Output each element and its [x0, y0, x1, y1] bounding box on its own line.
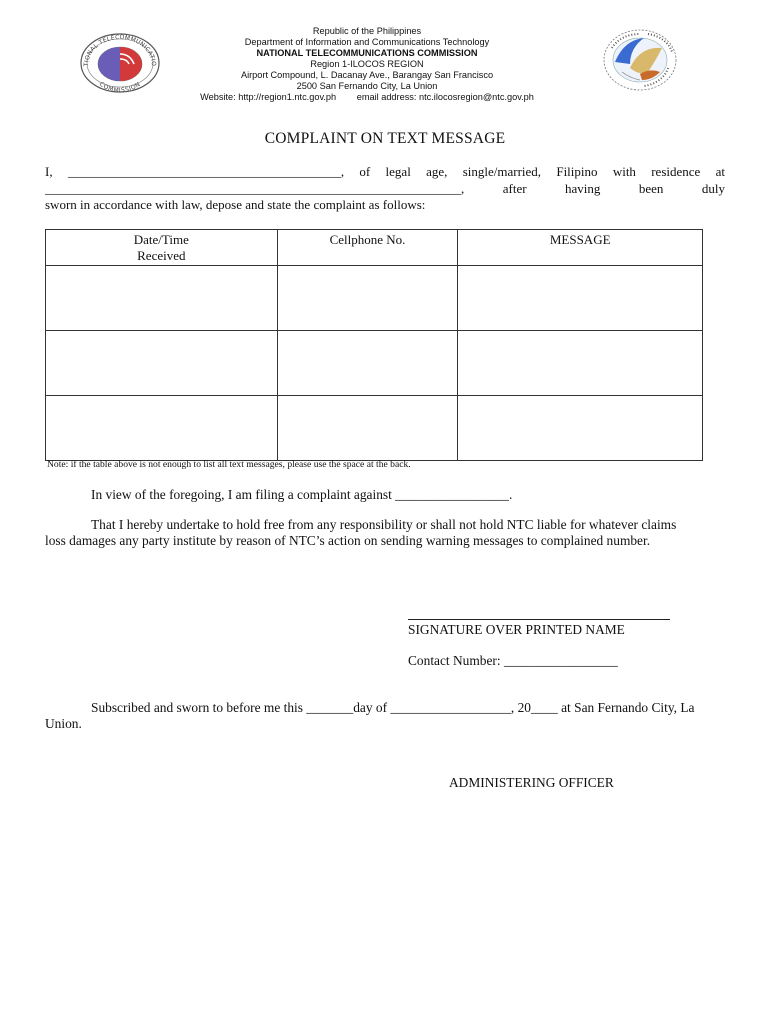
column-header-date-time: Date/Time Received	[46, 230, 278, 266]
table-cell-date-time	[46, 266, 278, 331]
table-cell-date-time	[46, 331, 278, 396]
table-row	[46, 266, 703, 331]
signature-line	[408, 619, 670, 620]
address-line: Airport Compound, L. Dacanay Ave., Barangay San Francisco	[240, 70, 494, 80]
region-line: Region 1-ILOCOS REGION	[310, 59, 424, 69]
ntc-seal-logo	[78, 32, 162, 94]
contact-number-label: Contact Number: _________________	[408, 653, 618, 668]
column-header-message: MESSAGE	[458, 230, 703, 266]
text-message-table	[45, 229, 703, 461]
table-row	[46, 396, 703, 461]
table-header-row	[46, 230, 703, 266]
signature-label: SIGNATURE OVER PRINTED NAME	[408, 622, 625, 637]
sworn-statement-paragraph: Subscribed and sworn to before me this _______day of __________________, 20____ at San Fernando City, La Union.	[45, 700, 695, 731]
table-note: Note: if the table above is not enough to list all text messages, please use the space at the back.	[47, 459, 411, 470]
contact-line	[160, 92, 574, 103]
region-1-seal-logo	[600, 28, 680, 92]
letterhead	[160, 26, 574, 103]
table-cell-message	[458, 266, 703, 331]
svg-text:COMMISSION: COMMISSION	[97, 80, 143, 94]
table-cell-cellphone	[277, 396, 458, 461]
undertaking-paragraph: That I hereby undertake to hold free from any responsibility or shall not hold NTC liable for whatever claims loss damages any party institute by reason of NTC’s action on sending warning messages to complained number.	[45, 517, 677, 548]
table-cell-cellphone	[277, 331, 458, 396]
intro-statement	[45, 164, 725, 214]
administering-officer-label: ADMINISTERING OFFICER	[449, 775, 614, 790]
intro-line-1: I, __________________________________________, of legal age, single/married, Filipino with residence at	[45, 164, 725, 179]
city-line: 2500 San Fernando City, La Union	[296, 81, 438, 91]
intro-line-2: ________________________________________________________________, after having been duly	[45, 180, 725, 196]
republic-line: Republic of the Philippines	[312, 26, 422, 36]
agency-name: NATIONAL TELECOMMUNICATIONS COMMISSION	[256, 48, 478, 58]
intro-line-3: sworn in accordance with law, depose and state the complaint as follows:	[45, 197, 426, 212]
department-line: Department of Information and Communications Technology	[244, 37, 490, 47]
website-text: Website: http://region1.ntc.gov.ph	[200, 92, 337, 102]
form-title: COMPLAINT ON TEXT MESSAGE	[264, 130, 506, 147]
table-row	[46, 331, 703, 396]
table-cell-message	[458, 331, 703, 396]
table-cell-cellphone	[277, 266, 458, 331]
table-cell-date-time	[46, 396, 278, 461]
complaint-against-paragraph: In view of the foregoing, I am filing a complaint against _________________.	[91, 487, 513, 502]
email-text: email address: ntc.ilocosregion@ntc.gov.ph	[356, 92, 534, 102]
column-header-cellphone: Cellphone No.	[277, 230, 458, 266]
table-cell-message	[458, 396, 703, 461]
svg-text:NATIONAL TELECOMMUNICATIONS: TIONAL TELECOMMUNICATIO	[82, 33, 158, 67]
